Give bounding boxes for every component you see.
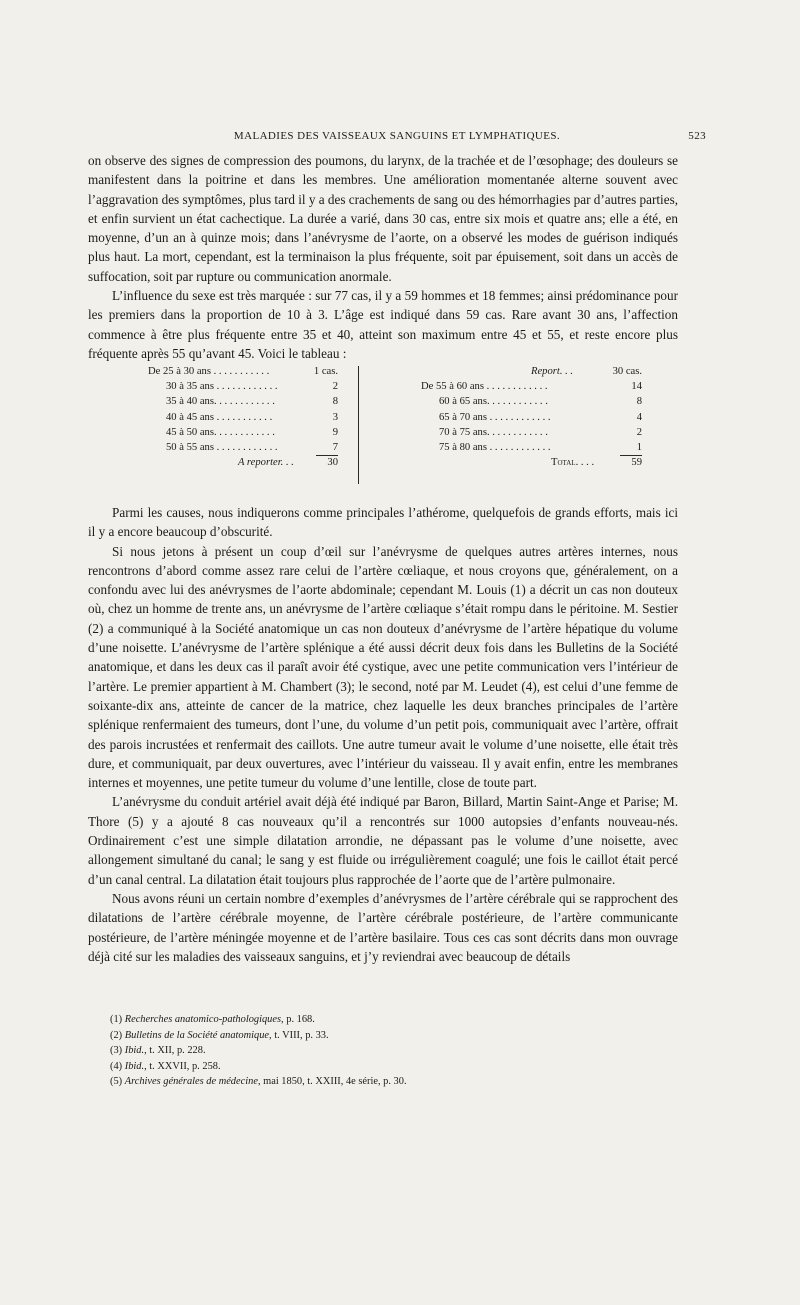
age-range-label: 45 à 50 ans. . . . . . . . . . . . [166,426,275,438]
paragraph: Si nous jetons à présent un coup d’œil sur l’anévrysme de quelques autres artères internes, nous rencontrons d’abord comme assez rare celui de l’artère cœliaque, et nous croyons que, généralement, on a confondu avec lui des anévrysmes de l’aorte abdominale; cependant M. Louis (1) a décrit un cas non douteux où, chez un homme de trente ans, un anévrysme de l’artère cœliaque s’était rompu dans le péritoine. M. Sestier (2) a communiqué à la Société anatomique un cas non douteux d’anévrysme de l’artère hépatique du volume d’une noisette. L’anévrysme de l’artère splénique a été aussi décrit deux fois dans les Bulletins de la Société anatomique, et dans les deux cas il paraît avoir été cystique, avec une petite communication vers l’intérieur de l’artère. Le premier appartient à M. Chambert (3); le second, noté par M. Leudet (4), est celui d’une femme de soixante-dix ans, atteinte de cancer de la matrice, chez laquelle les deux branches principales de l’artère splénique renfermaient des tumeurs, dont l’une, du volume d’un petit pois, communiquait avec l’artère, offrait des parois incrustées et renfermait des caillots. Une autre tumeur avait le volume d’une noisette, elle était très dure, et communiquait, par deux ouvertures, avec l’intérieur du vaisseau. Il y avait enfin, entre les membranes internes et moyennes, une petite tumeur du volume d’une lentille, close de toute part. [88,543,678,791]
footnote-detail: , p. 168. [281,1014,315,1025]
footnote-title: Bulletins de la Société anatomique [124,1029,270,1041]
column-divider [358,366,359,484]
footnote-title: Ibid. [124,1060,145,1072]
case-count: 8 [636,396,642,408]
page-number: 523 [688,130,706,142]
age-range-label: 30 à 35 ans . . . . . . . . . . . . [166,381,278,393]
footnote [110,1059,670,1075]
table-row [148,425,338,440]
age-table [148,364,642,488]
footnote-detail: , t. VIII, p. 33. [269,1029,329,1041]
age-table-right-column [421,364,642,470]
case-count: 9 [332,426,338,438]
table-row [421,440,642,455]
carry-label: Report. . . [531,366,574,377]
total-label: Total. . . . [551,457,595,469]
table-row [148,440,338,455]
footnote-detail: , mai 1850, t. XXIII, 4e série, p. 30. [257,1076,407,1087]
footnote-number: (2) [110,1029,123,1041]
case-count: 1 cas. [313,366,338,377]
footnote-detail: , t. XII, p. 228. [144,1045,206,1056]
footnote-number: (4) [110,1060,123,1072]
age-range-label: 35 à 40 ans. . . . . . . . . . . . [166,396,275,408]
subtotal-label: A reporter. . . [238,457,294,469]
carry-value: 30 cas. [612,366,642,377]
footnote-number: (3) [110,1045,123,1056]
footnote-title: Archives générales de médecine [124,1076,258,1087]
case-count: 4 [636,411,642,423]
case-count: 8 [332,396,338,408]
subtotal-value: 30 [327,457,338,469]
age-range-label: De 55 à 60 ans . . . . . . . . . . . . [421,381,548,393]
footnote-detail: , t. XXVII, p. 258. [144,1060,221,1072]
paragraph: Parmi les causes, nous indiquerons comme principales l’athérome, quelquefois de grands efforts, mais ici il y a encore beaucoup d’obscurité. [88,505,678,540]
subtotal-row [238,455,338,470]
table-row [148,364,338,379]
case-count: 7 [332,441,338,453]
case-count: 3 [332,411,338,423]
footnote [110,1074,670,1090]
carry-row [531,364,642,379]
case-count: 2 [636,426,642,438]
total-row [551,455,642,470]
paragraph: L’influence du sexe est très marquée : sur 77 cas, il y a 59 hommes et 18 femmes; ainsi prédominance pour les premiers dans la proportion de 10 à 3. L’âge est indiqué dans 59 cas. Rare avant 30 ans, l’affection commence à être plus fréquente entre 35 et 40, atteint son maximum entre 45 et 55, et reste encore plus fréquente après 55 qu’avant 45. Voici le tableau : [88,288,678,361]
paragraph: on observe des signes de compression des poumons, du larynx, de la trachée et de l’œsophage; des douleurs se manifestent dans la poitrine et dans les membres. Une amélioration momentanée alterne souvent avec l’aggravation des symptômes, plus tard il y a des crachements de sang ou des hémorrhagies par d’autres parties, et enfin survient un état cachectique. La durée a varié, dans 30 cas, entre six mois et quatre ans; elle a été, en moyenne, d’un an à quinze mois; dans l’anévrysme de l’aorte, on a observé les modes de guérison indiqués plus haut. La mort, cependant, est la terminaison la plus fréquente, soit par épuisement, soit dans un accès de suffocation, soit par rupture ou communication anormale. [88,153,678,284]
total-value: 59 [631,457,642,469]
running-title: MALADIES DES VAISSEAUX SANGUINS ET LYMPHATIQUES. [233,130,561,142]
footnote-number: (5) [110,1076,123,1087]
table-row [421,425,642,440]
table-row [148,410,338,425]
footnote-title: Ibid. [124,1045,145,1056]
table-row [421,394,642,409]
case-count: 1 [636,441,642,453]
table-row [421,410,642,425]
paragraph: Nous avons réuni un certain nombre d’exemples d’anévrysmes de l’artère cérébrale qui se rapprochent des dilatations de l’artère cérébrale moyenne, de l’artère cérébrale postérieure, de l’artère communicante postérieure, de l’artère méningée moyenne et de l’artère basilaire. Tous ces cas sont décrits dans mon ouvrage déjà cité sur les maladies des vaisseaux sanguins, et j’y reviendrai avec beaucoup de détails [88,890,678,964]
age-range-label: 40 à 45 ans . . . . . . . . . . . [166,411,273,423]
age-range-label: 65 à 70 ans . . . . . . . . . . . . [439,411,551,423]
paragraph: L’anévrysme du conduit artériel avait déjà été indiqué par Baron, Billard, Martin Saint-Ange et Parise; M. Thore (5) y a ajouté 8 cas nouveaux qu’il a rencontrés sur 1000 autopsies d’enfants nouveau-nés. Ordinairement c’est une simple dilatation arrondie, ne dépassant pas le volume d’une noisette, avec allongement simultané du canal; le sang y est fluide ou irrégulièrement coagulé; une fois le caillot était percé d’un canal central. La dilatation était toujours plus rapprochée de l’aorte que de l’artère pulmonaire. [88,794,678,887]
case-count: 2 [332,381,338,393]
case-count: 14 [631,381,642,393]
footnote-title: Recherches anatomico-pathologiques [124,1014,282,1025]
body-text-top [88,151,678,363]
running-header [88,130,706,146]
table-row [421,379,642,394]
footnote [110,1043,670,1059]
footnote [110,1012,670,1028]
footnote-number: (1) [110,1014,123,1025]
table-row [148,379,338,394]
age-range-label: 75 à 80 ans . . . . . . . . . . . . [439,441,551,453]
age-range-label: De 25 à 30 ans . . . . . . . . . . . [148,366,270,377]
age-range-label: 50 à 55 ans . . . . . . . . . . . . [166,441,278,453]
age-range-label: 70 à 75 ans. . . . . . . . . . . . [439,426,548,438]
body-text-bottom [88,503,678,966]
age-range-label: 60 à 65 ans. . . . . . . . . . . . [439,396,548,408]
footnotes [110,1012,670,1090]
footnote [110,1028,670,1044]
table-row [148,394,338,409]
age-table-left-column [148,364,338,470]
